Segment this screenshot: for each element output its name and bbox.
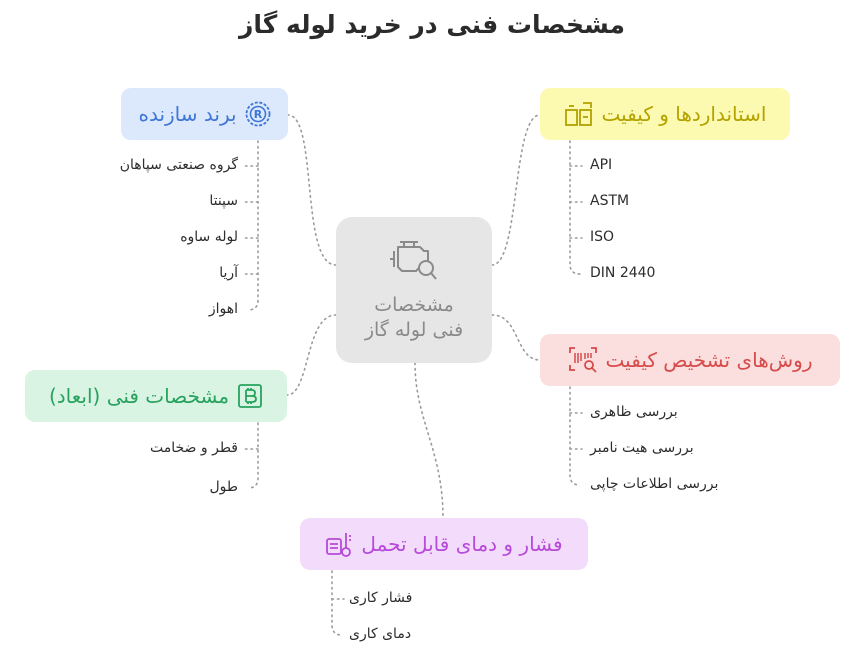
list-item: دمای کاری [349,626,412,642]
barcode-search-icon [568,346,598,374]
branch-quality[interactable] [540,334,840,386]
central-topic[interactable] [336,217,492,363]
list-item: فشار کاری [349,590,413,606]
connector-brand [288,115,336,265]
registered-badge-icon [245,101,271,127]
engine-search-icon [388,237,440,287]
branch-standards-label: استانداردها و کیفیت [601,102,767,126]
thermometer-gauge-icon [325,530,353,558]
central-label-line2: فنی لوله گاز [364,319,464,341]
central-label-line1: مشخصات [374,294,454,316]
list-item: قطر و ضخامت [150,440,238,456]
branch-dimensions-label: مشخصات فنی (ابعاد) [48,384,230,408]
list-item: بررسی هیت نامبر [590,440,694,456]
standards-leaf-connector [570,141,580,274]
pressure-leaf-connector [332,571,342,635]
connector-quality [492,315,540,360]
branch-quality-label: روش‌های تشخیص کیفیت [605,348,813,372]
dimensions-leaf-connector [248,423,258,488]
list-item: API [590,157,613,173]
bitcoin-box-icon [237,383,263,409]
svg-text:R: R [253,108,262,121]
connector-pressure [415,363,443,518]
list-item: ASTM [590,193,630,209]
list-item: سپنتا [209,193,238,209]
central-topic-label [365,293,463,343]
list-item: بررسی اطلاعات چاپی [590,476,719,492]
list-item: گروه صنعتی سپاهان [119,157,238,173]
branch-standards[interactable] [540,88,790,140]
branch-brand-label: برند سازنده [138,102,237,126]
list-item: لوله ساوه [180,229,238,245]
list-item: بررسی ظاهری [590,404,678,420]
branch-brand[interactable] [121,88,288,140]
connector-standards [492,115,540,265]
list-item: اهواز [208,301,238,317]
branch-dimensions[interactable] [25,370,287,422]
branch-pressure-label: فشار و دمای قابل تحمل [361,532,563,556]
list-item: DIN 2440 [590,265,656,281]
branch-pressure[interactable] [300,518,588,570]
list-item: آریا [219,265,238,281]
connector-dimensions [287,315,336,395]
list-item: طول [209,479,238,495]
list-item: ISO [590,229,615,245]
standards-shapes-icon [564,100,594,128]
diagram-title: مشخصات فنی در خرید لوله گاز [238,10,625,39]
quality-leaf-connector [570,387,580,485]
